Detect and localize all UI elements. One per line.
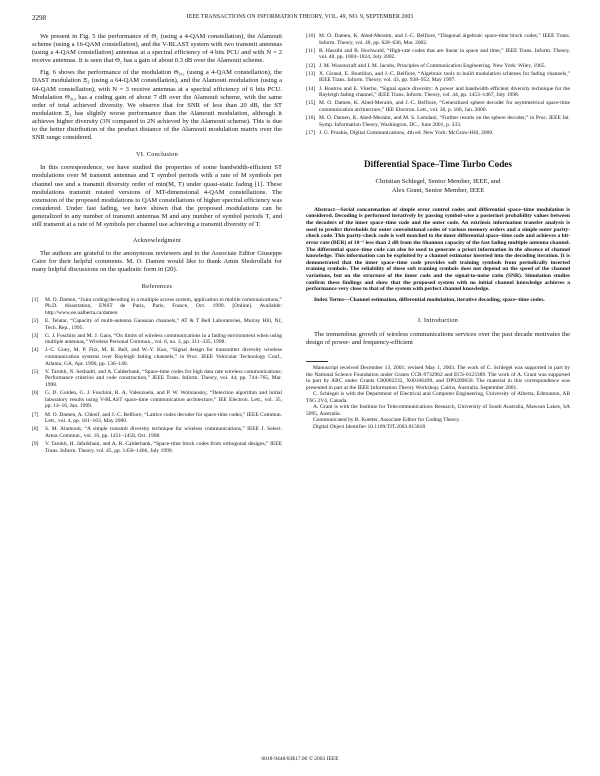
reference-number: [16] <box>306 115 316 122</box>
authors-line-2: Alex Grant, Senior Member, IEEE <box>391 186 485 194</box>
reference-item <box>32 333 282 346</box>
running-head: IEEE TRANSACTIONS ON INFORMATION THEORY, VOL. 49, NO. 9, SEPTEMBER 2003 <box>186 14 414 20</box>
reference-item <box>32 426 282 439</box>
reference-item <box>32 297 282 317</box>
reference-item <box>306 100 570 113</box>
reference-number: [13] <box>306 70 316 77</box>
reference-number: [8] <box>32 426 39 433</box>
conclusion-paragraph: In this correspondence, we have studied the properties of some bandwidth-efficient ST modulations over M transmit antennas and T symbol periods with a rate of M symbols per channel use and a transmit diversity order of min(M, T) under quasi-static fading [1]. These modulations transmit rotated versions of MT-dimensional 4-QAM constellations. The extension of the proposed modulations to QAM constellations of higher spectral efficiency was considered. Under fast fading, we have shown that the proposed modulations can be generalized to any number of transmit antennas M and any number of symbol periods T, and still transmit at a rate of M symbols per channel use achieving a transmit diversity of T. <box>32 164 282 228</box>
reference-text: M. O. Damen, K. Abed-Meraim, and J.-C. Belfiore, “Generalized sphere decoder for asymmetrical space-time communication architecture,” IEE Electron. Lett., vol. 36, p. 166, Jan. 2000. <box>319 100 570 113</box>
references-heading: References <box>141 283 173 291</box>
reference-number: [11] <box>306 47 315 54</box>
footnotes <box>306 361 570 430</box>
reference-number: [17] <box>306 129 316 136</box>
right-column <box>306 33 570 431</box>
reference-number: [9] <box>32 441 39 448</box>
reference-number: [1] <box>32 296 39 303</box>
reference-number: [3] <box>32 332 39 339</box>
reference-number: [7] <box>32 411 39 418</box>
reference-number: [10] <box>306 33 316 39</box>
article-title: Differential Space–Time Turbo Codes <box>364 159 512 170</box>
reference-item <box>306 33 570 46</box>
reference-number: [4] <box>32 347 39 354</box>
footnote-affiliation-grant: A. Grant is with the Institute for Telecommunications Research, University of South Australia, Mawson Lakes, SA 5095, Australia. <box>306 404 570 417</box>
reference-item <box>306 115 570 128</box>
reference-list-right <box>306 33 570 136</box>
reference-text: J. Boutros and E. Viterbo, “Signal space diversity: A power and bandwidth efficient diversity technique for the Rayleigh fading channel,” IEEE Trans. Inform. Theory, vol. 44, pp. 1453–1467, July 1998. <box>319 85 570 99</box>
reference-text: G. D. Golden, G. J. Foschini, R. A. Valenzuela, and P. W. Wolniansky, “Detection algorithm and initial laboratory results using V-BLAST space-time communication architecture,” IEE Electron. Lett., vol. 35, pp. 14–16, Jan. 1999. <box>45 390 282 410</box>
reference-number: [12] <box>306 62 316 69</box>
reference-item <box>32 369 282 389</box>
reference-item <box>306 48 570 61</box>
results-paragraph-1: We present in Fig. 5 the performance of Θ₂ (using a 4-QAM constellation), the Alamouti scheme (using a 16-QAM constellation), and the V-BLAST system with two transmit antennas (using a 4-QAM constellation) antennas at a spectral efficiency of 4 bits PCU and with N = 2 receive antennas. It is seen that Θ₂ has a gain of about 0.3 dB over the Alamouti scheme. <box>32 33 282 65</box>
reference-text: V. Tarokh, N. Seshadri, and A. Calderbank, “Space-time codes for high data rate wireless communications: Performance criterion and code construction,” IEEE Trans. Inform. Theory, vol. 44, pp. 744–765, Mar. 1998. <box>45 368 282 389</box>
reference-number: [2] <box>32 317 39 324</box>
reference-text: J. M. Wozencraft and I. M. Jacobs, Principles of Communication Engineering. New York: Wiley, 1965. <box>319 62 546 69</box>
reference-text: M. O. Damen, A. Chkeif, and J.-C. Belfiore, “Lattice codes decoder for space-time codes,” IEEE Commun. Lett., vol. 4, pp. 161–163, May 2000. <box>45 411 282 425</box>
reference-text: B. Hassibi and B. Hochwald, “High-rate codes that are linear in space and time,” IEEE Trans. Inform. Theory, vol. 48, pp. 1804–1824, July 2002. <box>319 47 570 61</box>
footnote-affiliation-schlegel: C. Schlegel is with the Department of Electrical and Computer Engineering, University of Alberta, Edmonton, AB T6G 2V4, Canada. <box>306 391 570 404</box>
reference-item <box>32 441 282 454</box>
reference-list-left <box>32 297 282 455</box>
reference-text: M. O. Damen, K. Abed-Meraim, and J.-C. Belfiore, “Diagonal algebraic space-time block codes,” IEEE Trans. Inform. Theory, vol. 48, pp. 628–636, Mar. 2002. <box>319 33 570 46</box>
results-paragraph-2: Fig. 6 shows the performance of the modulation Θ₃,₂ (using a 4-QAM constellation), the DAST modulation Ξ₃ (using a 64-QAM constellation), and the Alamouti modulation (using a 64-QAM constellation), with N = 3 receive antennas at a spectral efficiency of 6 bits PCU. Modulation Θ₃,₂ has a coding gain of about 7 dB over the Alamouti scheme, with the same order of total achieved diversity. We observe that for SNR of less than 20 dB, the ST modulation Ξ₃ has slightly worse performance than the Alamouti modulation, although it achieves higher diversity (3N compared to 2N achieved by the Alamouti scheme). This is due to the better distribution of the product distance of the Alamouti modulation matrix over the SNR range considered. <box>32 69 282 142</box>
reference-text: V. Tarokh, H. Jafarkhani, and A. R. Calderbank, “Space-time block codes from orthogonal designs,” IEEE Trans. Inform. Theory, vol. 45, pp. 1456–1466, July 1999. <box>45 441 282 454</box>
page-number: 2298 <box>32 14 46 22</box>
abstract: Abstract—Serial concatenation of simple error control codes and differential space–time modulation is considered. Decoding is performed iteratively by passing symbol-wise a posteriori probability values between the decoders of the inner space–time code and the outer code. An extrinsic information transfer analysis is used to predict thresholds for outer convolutional codes of various memory orders and a simple outer parity-check code. This parity-check code is well matched to the inner differential space–time code and achieves a bit-error rate (BER) of 10⁻⁵ less than 2 dB from the Shannon capacity of the fast fading multiple antenna channel. The differential space–time code can also be used to generate a priori information in the absence of channel knowledge. This information can be exploited by a channel estimator inserted into the decoding iteration. It is demonstrated that the inner space–time code provides soft training symbols from periodically inserted training symbols. The reliability of these soft training symbols does not depend on the speed of the channel variations, but on the structure of the inner code and the signal-to-noise ratio (SNR). Simulation studies confirm these findings and show that the proposed system with no initial channel knowledge achieves a performance very close to that of the system with perfect channel knowledge. <box>306 206 570 293</box>
copyright-footer: 0018-9448/03$17.00 © 2003 IEEE <box>261 756 339 762</box>
reference-item <box>32 390 282 410</box>
reference-number: [15] <box>306 100 316 107</box>
acknowledgment-paragraph: The authors are grateful to the anonymous reviewers and to the Associate Editor Giuseppe Caire for their helpful comments. M. O. Damen would like to thank Amin Shokrollahi for many helpful discussions on the quadratic form in (20). <box>32 250 282 274</box>
footnote-doi: Digital Object Identifier 10.1109/TIT.2003.815818 <box>313 423 426 430</box>
reference-text: S. M. Alamouti, “A simple transmit diversity technique for wireless communications,” IEEE J. Select. Areas Commun., vol. 16, pp. 1451–1458, Oct. 1998. <box>45 426 282 439</box>
reference-item <box>32 412 282 425</box>
reference-text: M. O. Damen, “Joint coding/decoding in a multiple access system, application to mobile communications,” Ph.D. dissertation, ENST de Paris, Paris, France, Oct. 1999. [Online]. Available: http://www.ee.ualberta.ca/damen <box>45 296 282 316</box>
reference-item <box>32 347 282 367</box>
reference-text: M. O. Damen, K. Abed-Meraim, and M. S. Lemdani, “Further results on the sphere decoder,” in Proc. IEEE Int. Symp. Information Theory, Washington, DC., June 2001, p. 333. <box>319 115 570 128</box>
reference-item <box>32 318 282 331</box>
reference-number: [14] <box>306 85 316 92</box>
reference-text: G. J. Foschini and M. J. Gans, “On limits of wireless communications in a fading environment when using multiple antennas,” Wireless Personal Commun., vol. 6, no. 3, pp. 311–335, 1998. <box>45 332 282 346</box>
footnote-rule <box>306 361 328 362</box>
left-column <box>32 33 282 456</box>
authors-line-1: Christian Schlegel, Senior Member, IEEE, and <box>375 177 501 185</box>
footnote-communicated: Communicated by R. Koetter, Associate Editor for Coding Theory. <box>313 417 461 424</box>
reference-number: [5] <box>32 368 39 375</box>
reference-item <box>306 63 570 70</box>
introduction-paragraph: The tremendous growth of wireless communications services over the past decade motivates the design of power- and frequency-efficient <box>306 330 570 346</box>
footnote-manuscript: Manuscript received December 13, 2001; revised May 1, 2003. The work of C. Schlegel was supported in part by the National Science Foundation under Grants CCR-9732962 and ECS-0123389. The work of A. Grant was supported in part by ARC under Grants C00002232, X00106499, and DP0209658. The material in this correspondence was presented in part at the IEEE Information Theory Workshop, Cairns, Australia, September 2001. <box>306 365 570 391</box>
reference-item <box>306 71 570 84</box>
reference-text: X. Giraud, E. Boutillon, and J.-C. Belfiore, “Algebraic tools to build modulation schemes for fading channels,” IEEE Trans. Inform. Theory, vol. 43, pp. 938–952, May 1997. <box>319 70 570 84</box>
acknowledgment-heading: Acknowledgment <box>132 237 182 245</box>
reference-text: J.-C. Guey, M. P. Fitz, M. R. Bell, and W.-Y. Kuo, “Signal design for transmitter diversity wireless communication systems over Rayleigh fading channels,” in Proc. IEEE Vehicular Technology Conf., Atlanta, GA, Apr. 1996, pp. 136–140. <box>45 347 282 367</box>
conclusion-heading: VI. Conclusion <box>136 151 178 159</box>
reference-text: E. Telatar, “Capacity of multi-antenna Gaussian channels,” AT & T Bell Laboratories, Murray Hill, NJ, Tech. Rep., 1995. <box>45 317 282 331</box>
reference-number: [6] <box>32 390 39 397</box>
reference-text: J. G. Proakis, Digital Communications, 4th ed. New York: McGraw-Hill, 2000. <box>319 129 494 136</box>
index-terms: Index Terms—Channel estimation, differential modulation, iterative decoding, space–time codes. <box>314 297 545 304</box>
introduction-heading: I. Introduction <box>417 316 459 324</box>
reference-item <box>306 130 570 137</box>
reference-item <box>306 86 570 99</box>
